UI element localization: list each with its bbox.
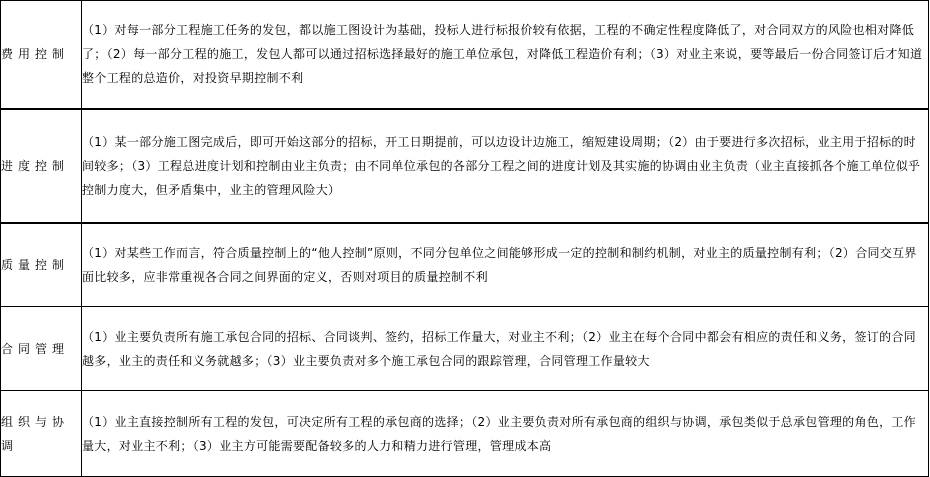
row-content-cost-control: （1）对每一部分工程施工任务的发包，都以施工图设计为基础，投标人进行标报价较有依据，工程的不确定性程度降低了，对合同双方的风险也相对降低了；（2）每一部分工程的施工，发包人都可以通过招标选择最好的施工单位承包，对降低工程造价有利；（3）对业主来说，要等最后一份合同签订后才知道整个工程的总造价，对投资早期控制不利: [82, 1, 929, 109]
row-content-quality-control: （1）对某些工作而言，符合质量控制上的“他人控制”原则，不同分包单位之间能够形成一定的控制和制约机制，对业主的质量控制有利；（2）合同交互界面比较多，应非常重视各合同之间界面的定义，否则对项目的质量控制不利: [82, 223, 929, 307]
row-content-schedule-control: （1）某一部分施工图完成后，即可开始这部分的招标，开工日期提前，可以边设计边施工，缩短建设周期；（2）由于要进行多次招标，业主用于招标的时间较多；（3）工程总进度计划和控制由业主负责；由不同单位承包的各部分工程之间的进度计划及其实施的协调由业主负责（业主直接抓各个施工单位似乎控制力度大，但矛盾集中，业主的管理风险大）: [82, 109, 929, 223]
row-label-schedule-control: 进度控制: [1, 109, 82, 223]
table-row: [1, 1, 929, 109]
table-row: [1, 223, 929, 307]
table-row: [1, 307, 929, 391]
row-label-organization-coordination: 组织与协调: [1, 391, 82, 477]
row-content-organization-coordination: （1）业主直接控制所有工程的发包，可决定所有工程的承包商的选择；（2）业主要负责对所有承包商的组织与协调，承包类似于总承包管理的角色，工作量大，对业主不利；（3）业主方可能需要配备较多的人力和精力进行管理，管理成本高: [82, 391, 929, 477]
row-label-cost-control: 费用控制: [1, 1, 82, 109]
row-content-contract-management: （1）业主要负责所有施工承包合同的招标、合同谈判、签约，招标工作量大，对业主不利；（2）业主在每个合同中都会有相应的责任和义务，签订的合同越多，业主的责任和义务就越多；（3）业主要负责对多个施工承包合同的跟踪管理，合同管理工作量较大: [82, 307, 929, 391]
table-row: [1, 109, 929, 223]
row-label-quality-control: 质量控制: [1, 223, 82, 307]
row-label-contract-management: 合同管理: [1, 307, 82, 391]
table-row: [1, 391, 929, 477]
